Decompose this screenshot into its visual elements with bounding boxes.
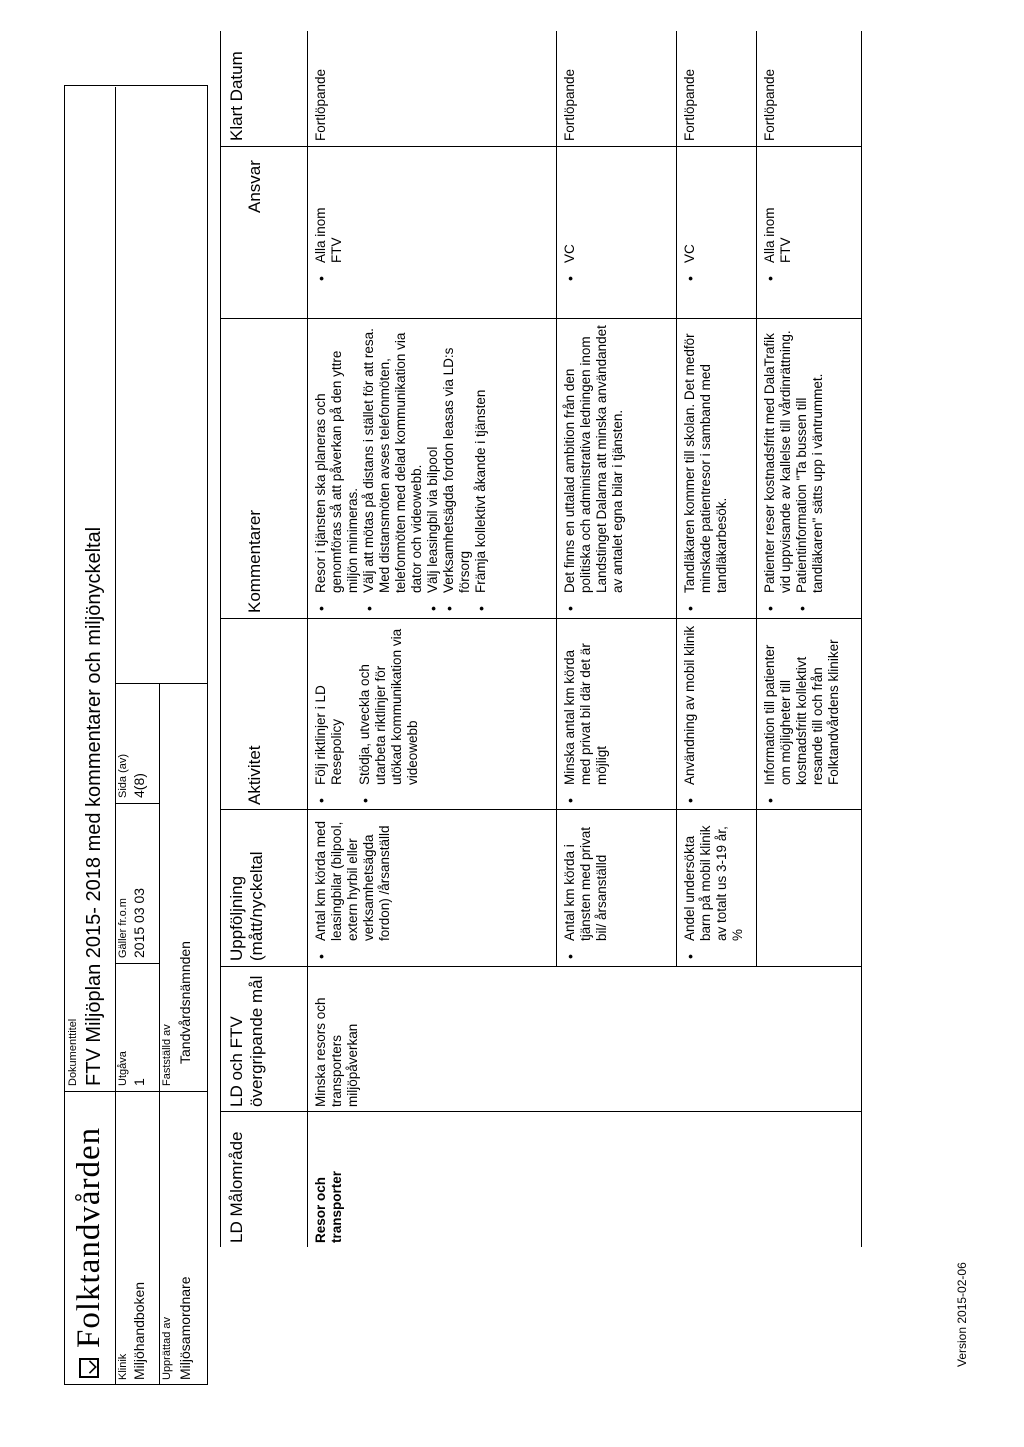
dokumenttitel-label: Dokumenttitel (67, 1018, 79, 1086)
galler-value: 2015 03 03 (131, 887, 147, 958)
dokumenttitel-value: FTV Miljöplan 2015- 2018 med kommentarer och miljönyckeltal (83, 526, 105, 1086)
header-malomrade: LD Målområde (227, 1131, 246, 1243)
header-aktivitet: Aktivitet (245, 745, 264, 805)
upprattad-value: Miljösamordnare (177, 1276, 193, 1380)
klinik-value: Miljöhandboken (131, 1281, 147, 1380)
row3-klart: Fortlöpande (682, 68, 697, 141)
faststalld-value: Tandvårdsnämnden (177, 941, 193, 1064)
row1-aktivitet-item: • Följ riktlinjer i LD Resepolicy (313, 623, 345, 805)
row4-aktivitet (762, 623, 842, 805)
row3-aktivitet (682, 623, 698, 805)
faststalld-label: Fastställd av (161, 1024, 173, 1086)
logo-wordmark: Folktandvården (71, 1126, 107, 1348)
klinik-label: Klinik (117, 1353, 129, 1380)
header-mal: LD och FTV övergripande mål (227, 975, 266, 1107)
miljoplan-table (220, 31, 862, 1247)
header-ansvar: Ansvar (245, 160, 264, 213)
row4-kommentarer (762, 323, 826, 613)
utgava-label: Utgåva (117, 1051, 129, 1086)
row2-aktivitet (562, 623, 610, 805)
row1-kommentar-item: • Resor i tjänsten ska planeras och genomföras så att påverkan på den yttre miljön minimeras. (313, 323, 361, 613)
row3-aktivitet-item: • Användning av mobil klinik (682, 623, 698, 805)
row2-aktivitet-item: • Minska antal km körda med privat bil där det är möjligt (562, 623, 610, 805)
row2-klart: Fortlöpande (562, 68, 577, 141)
row3-kommentarer (682, 323, 730, 613)
header-klart: Klart Datum (227, 51, 246, 141)
row1-uppfoljning (313, 813, 393, 961)
row4-kommentar-item: • Patientinformation "Ta bussen till tandläkaren" sätts upp i väntrummet. (794, 323, 826, 613)
row4-ansvar-item: • Alla inom FTV (762, 203, 794, 283)
row1-aktivitet-item: • Stödja, utveckla och utarbeta riktlinjer för utökad kommunikation via videowebb (357, 623, 421, 805)
malomrade-value: Resor och transporter (313, 1170, 344, 1243)
row1-uppfoljning-item: • Antal km körda med leasingbilar (bilpool, extern hyrbil eller verksamhetsägda fordon) /årsanställd (313, 813, 393, 961)
utgava-value: 1 (131, 1078, 147, 1086)
row3-ansvar-item: • VC (682, 153, 698, 283)
row2-kommentarer (562, 323, 626, 613)
row3-uppfoljning-item: • Andel undersökta barn på mobil klinik av totalt us 3-19 år, % (682, 813, 746, 961)
header-kommentarer: Kommentarer (245, 510, 264, 613)
row1-klart: Fortlöpande (313, 68, 328, 141)
row4-aktivitet-item: • Information till patienter om möjligheter till kostnadsfritt kollektivt resande till och från Folktandvårdens kliniker (762, 623, 842, 805)
row1-kommentar-item: • Verksamhetsägda fordon leasas via LD:s försorg (441, 323, 473, 613)
row2-uppfoljning (562, 813, 610, 961)
row4-klart: Fortlöpande (762, 68, 777, 141)
row1-ansvar (313, 153, 345, 313)
row4-kommentar-item: • Patienter reser kostnadsfritt med DalaTrafik vid uppvisande av kallelse till vårdinrättning. (762, 323, 794, 613)
row2-ansvar (562, 153, 578, 313)
version-footer: Version 2015-02-06 (955, 1262, 969, 1367)
row2-kommentar-item: • Det finns en uttalad ambition från den politiska och administrativa ledningen inom Landstinget Dalarna att minska användandet av antalet egna bilar i tjänsten. (562, 323, 626, 613)
row3-uppfoljning (682, 813, 746, 961)
row1-aktivitet (313, 623, 421, 805)
document-header (64, 85, 208, 1385)
row1-kommentar-item: • Välj att mötas på distans i stället för att resa. Med distansmöten avses telefonmöten, telefonmöten med delad kommunikation via dator och videowebb. (361, 323, 425, 613)
sida-label: Sida (av) (117, 753, 129, 798)
row2-uppfoljning-item: • Antal km körda i tjänsten med privat bil/ årsanställd (562, 813, 610, 961)
logo-icon (79, 1358, 99, 1378)
logo-cell (65, 1091, 115, 1384)
row4-ansvar (762, 153, 794, 313)
row3-kommentar-item: • Tandläkaren kommer till skolan. Det medför minskade patientresor i samband med tandläkarbesök. (682, 323, 730, 613)
header-uppfoljning: Uppföljning (mått/nyckeltal (227, 851, 266, 961)
mal-value: Minska resors och transporters miljöpåverkan (313, 997, 360, 1107)
upprattad-label: Upprättad av (161, 1317, 173, 1380)
row2-ansvar-item: • VC (562, 153, 578, 283)
galler-label: Gäller fr.o.m (117, 898, 129, 958)
row1-ansvar-item: • Alla inom FTV (313, 203, 345, 283)
row1-kommentar-item: • Välj leasingbil via bilpool (425, 323, 441, 613)
row3-ansvar (682, 153, 698, 313)
sida-value: 4(8) (131, 773, 147, 798)
row1-kommentar-item: • Främja kollektivt åkande i tjänsten (473, 323, 489, 613)
row1-kommentarer (313, 323, 489, 613)
